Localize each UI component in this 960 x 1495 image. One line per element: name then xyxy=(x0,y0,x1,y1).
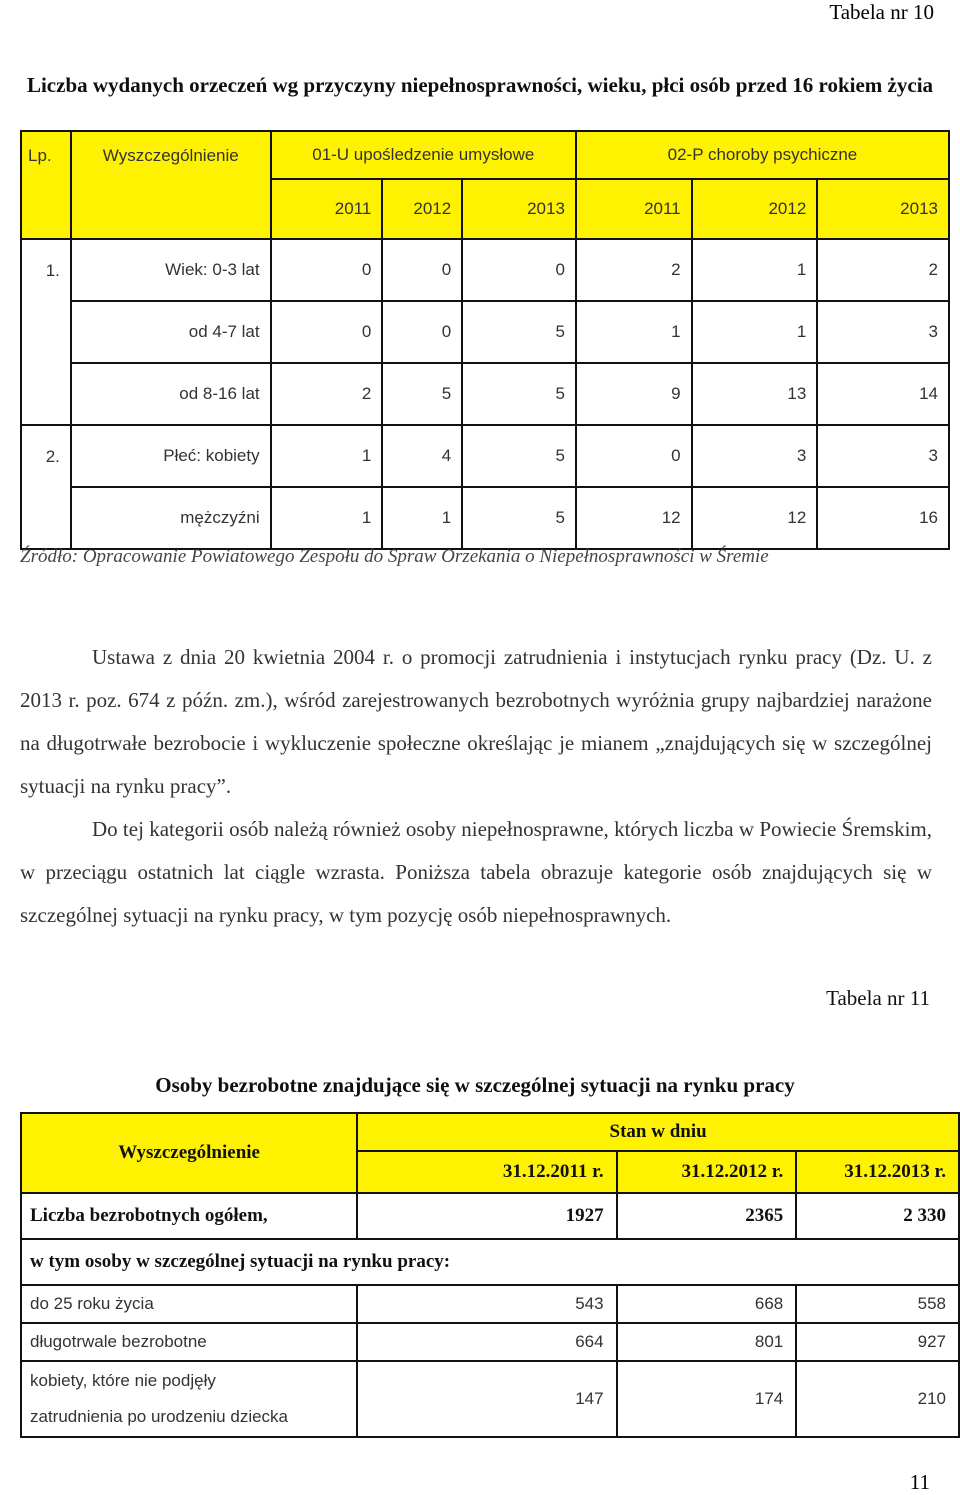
cell: 147 xyxy=(357,1361,616,1437)
cell: 3 xyxy=(817,425,949,487)
group-2-header: 02-P choroby psychiczne xyxy=(576,131,949,179)
cell: 1 xyxy=(271,487,383,549)
table-10-source: Źródło: Opracowanie Powiatowego Zespołu do Spraw Orzekania o Niepełnosprawności w Śremie xyxy=(20,546,769,567)
row-label: od 8-16 lat xyxy=(71,363,271,425)
table-row xyxy=(21,1285,959,1323)
year-header: 2011 xyxy=(271,179,383,239)
paragraph xyxy=(20,636,932,808)
row-label: mężczyźni xyxy=(71,487,271,549)
row-lp xyxy=(21,487,71,549)
cell: 0 xyxy=(271,301,383,363)
cell: 0 xyxy=(271,239,383,301)
cell: 2 xyxy=(576,239,692,301)
cell: 664 xyxy=(357,1323,616,1361)
cell: 543 xyxy=(357,1285,616,1323)
cell: 210 xyxy=(796,1361,959,1437)
cell: 2 xyxy=(817,239,949,301)
year-header: 2011 xyxy=(576,179,692,239)
row-lp xyxy=(21,363,71,425)
cell: 3 xyxy=(817,301,949,363)
cell: 12 xyxy=(576,487,692,549)
table-row xyxy=(21,1323,959,1361)
cell: 1 xyxy=(692,239,818,301)
row-lp: 1. xyxy=(21,239,71,301)
col-desc-header: Wyszczególnienie xyxy=(21,1113,357,1193)
cell: 16 xyxy=(817,487,949,549)
cell: 5 xyxy=(382,363,462,425)
row-lp xyxy=(21,301,71,363)
paragraph xyxy=(20,808,932,937)
col-lp-header: Lp. xyxy=(21,131,71,179)
table-row xyxy=(21,1239,959,1285)
cell: 5 xyxy=(462,363,576,425)
cell: 5 xyxy=(462,301,576,363)
cell: 1 xyxy=(692,301,818,363)
date-header: 31.12.2012 r. xyxy=(617,1151,797,1193)
table-10-title: Liczba wydanych orzeczeń wg przyczyny niepełnosprawności, wieku, płci osób przed 16 rokiem życia xyxy=(26,73,934,97)
row-lp: 2. xyxy=(21,425,71,487)
row-label: od 4-7 lat xyxy=(71,301,271,363)
table-10 xyxy=(20,130,950,550)
paragraph-text: Ustawa z dnia 20 kwietnia 2004 r. o promocji zatrudnienia i instytucjach rynku pracy (Dz. U. z 2013 r. poz. 674 z późn. zm.), wśród zarejestrowanych bezrobotnych wyróżnia grupy najbardziej narażone na długotrwałe bezrobocie i wykluczenie społeczne określając je mianem „znajdujących się w szczególnej sytuacji na rynku pracy”. xyxy=(20,645,932,798)
stan-header: Stan w dniu xyxy=(357,1113,959,1151)
year-header: 2012 xyxy=(382,179,462,239)
cell: 927 xyxy=(796,1323,959,1361)
table-11-title: Osoby bezrobotne znajdujące się w szczególnej sytuacji na rynku pracy xyxy=(155,1073,795,1097)
cell: 13 xyxy=(692,363,818,425)
table-row xyxy=(21,239,949,301)
cell: 1 xyxy=(382,487,462,549)
date-header: 31.12.2011 r. xyxy=(357,1151,616,1193)
row-label: do 25 roku życia xyxy=(21,1285,357,1323)
cell: 0 xyxy=(462,239,576,301)
year-header: 2012 xyxy=(692,179,818,239)
cell: 12 xyxy=(692,487,818,549)
year-header: 2013 xyxy=(462,179,576,239)
row-label: Liczba bezrobotnych ogółem, xyxy=(21,1193,357,1239)
table-11 xyxy=(20,1112,960,1438)
row-label-line: zatrudnienia po urodzeniu dziecka xyxy=(30,1407,289,1426)
row-label: Płeć: kobiety xyxy=(71,425,271,487)
cell: 2 330 xyxy=(796,1193,959,1239)
table-row xyxy=(21,425,949,487)
page-number: 11 xyxy=(909,1470,930,1494)
cell: 801 xyxy=(617,1323,797,1361)
col-desc-header: Wyszczególnienie xyxy=(71,131,271,179)
cell: 2365 xyxy=(617,1193,797,1239)
cell: 668 xyxy=(617,1285,797,1323)
table-11-label: Tabela nr 11 xyxy=(826,986,930,1010)
date-header: 31.12.2013 r. xyxy=(796,1151,959,1193)
paragraph-text: Do tej kategorii osób należą również osoby niepełnosprawne, których liczba w Powiecie Śremskim, w przeciągu ostatnich lat ciągle wzrasta. Poniższa tabela obrazuje kategorie osób znajdujących się w szczególnej sytuacji na rynku pracy, w tym pozycję osób niepełnosprawnych. xyxy=(20,817,932,927)
row-label: długotrwale bezrobotne xyxy=(21,1323,357,1361)
table-row xyxy=(21,1193,959,1239)
table-row xyxy=(21,487,949,549)
cell: 0 xyxy=(576,425,692,487)
cell: 5 xyxy=(462,487,576,549)
cell: 2 xyxy=(271,363,383,425)
table-10-label: Tabela nr 10 xyxy=(829,0,934,24)
row-label xyxy=(21,1361,357,1437)
cell: 4 xyxy=(382,425,462,487)
cell: 0 xyxy=(382,301,462,363)
sub-header: w tym osoby w szczególnej sytuacji na rynku pracy: xyxy=(21,1239,959,1285)
group-1-header: 01-U upośledzenie umysłowe xyxy=(271,131,576,179)
cell: 3 xyxy=(692,425,818,487)
table-row xyxy=(21,301,949,363)
row-label-line: kobiety, które nie podjęły xyxy=(30,1371,216,1390)
year-header: 2013 xyxy=(817,179,949,239)
cell: 1 xyxy=(576,301,692,363)
table-row xyxy=(21,363,949,425)
cell: 5 xyxy=(462,425,576,487)
cell: 558 xyxy=(796,1285,959,1323)
row-label: Wiek: 0-3 lat xyxy=(71,239,271,301)
cell: 0 xyxy=(382,239,462,301)
cell: 1 xyxy=(271,425,383,487)
cell: 1927 xyxy=(357,1193,616,1239)
table-row xyxy=(21,1361,959,1437)
cell: 174 xyxy=(617,1361,797,1437)
cell: 9 xyxy=(576,363,692,425)
cell: 14 xyxy=(817,363,949,425)
